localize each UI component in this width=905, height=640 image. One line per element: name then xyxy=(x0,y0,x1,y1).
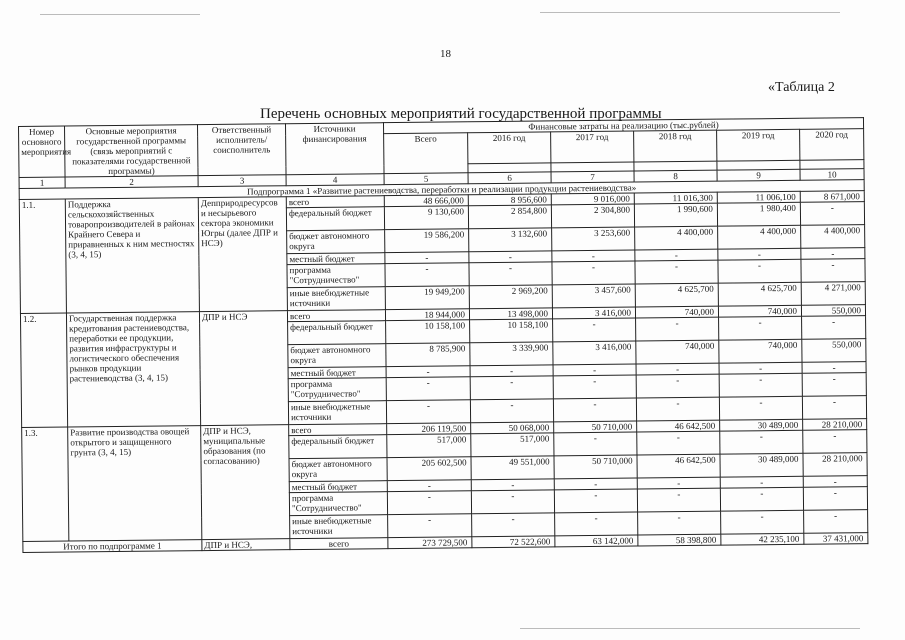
total-responsible: ДПР и НСЭ, xyxy=(202,539,290,551)
index-cell: 5 xyxy=(384,173,468,185)
amount-cell: - xyxy=(803,430,867,454)
amount-cell: 10 158,100 xyxy=(386,320,470,344)
amount-cell: - xyxy=(553,398,636,422)
amount-cell: 517,000 xyxy=(471,433,554,457)
amount-cell: 3 339,900 xyxy=(470,342,553,366)
amount-cell: - xyxy=(636,374,719,398)
amount-cell: - xyxy=(719,362,802,374)
amount-cell: - xyxy=(387,480,471,492)
amount-cell: 1 990,600 xyxy=(634,203,717,227)
amount-cell: - xyxy=(638,511,721,535)
amount-cell: 50 710,000 xyxy=(554,455,637,479)
amount-cell: - xyxy=(552,261,635,285)
amount-cell: - xyxy=(802,396,866,420)
amount-cell: 30 489,000 xyxy=(720,453,803,477)
amount-cell: - xyxy=(801,259,865,283)
amount-cell: 9 016,000 xyxy=(551,193,634,205)
measure-responsible: Депприродресурсов и несырьевого сектора экономики Югры (далее ДПР и НСЭ) xyxy=(198,197,287,312)
amount-cell: - xyxy=(636,397,719,421)
amount-cell: - xyxy=(803,487,867,511)
amount-cell: - xyxy=(719,396,802,420)
total-amount-cell: 37 431,000 xyxy=(804,533,868,545)
amount-cell: - xyxy=(553,375,636,399)
funding-source: федеральный бюджет xyxy=(286,207,384,231)
funding-source: программа "Сотрудничество" xyxy=(289,492,387,516)
amount-cell: 11 016,300 xyxy=(634,192,717,204)
amount-cell: 8 785,900 xyxy=(386,343,470,367)
amount-cell: - xyxy=(553,318,636,342)
measure-name: Поддержка сельскохозяйственных товаропроизводителей в районах Крайнего Севера и приравненных к ним местностях (3, 4, 15) xyxy=(65,198,199,313)
amount-cell: - xyxy=(719,373,802,397)
amount-cell: - xyxy=(637,431,720,455)
funding-source: федеральный бюджет xyxy=(288,321,386,345)
amount-cell: 4 625,700 xyxy=(635,283,718,307)
amount-cell: - xyxy=(387,491,471,515)
amount-cell: - xyxy=(719,316,802,340)
amount-cell: 18 944,000 xyxy=(385,309,469,321)
amount-cell: - xyxy=(802,316,866,340)
measure-name: Развитие производства овощей открытого и защищенного грунта (3, 4, 15) xyxy=(68,426,202,541)
amount-cell: - xyxy=(469,262,552,286)
amount-cell: - xyxy=(803,476,867,488)
amount-cell: 30 489,000 xyxy=(720,419,803,431)
measures-table xyxy=(18,117,868,553)
amount-cell: 8 671,000 xyxy=(800,191,864,203)
amount-cell: 4 400,000 xyxy=(718,225,801,249)
amount-cell: 11 006,100 xyxy=(717,191,800,203)
amount-cell: - xyxy=(804,510,868,534)
measures-table-sheet xyxy=(18,117,891,578)
index-cell: 9 xyxy=(717,169,800,181)
index-cell: 1 xyxy=(19,177,65,188)
index-cell: 6 xyxy=(468,172,551,184)
amount-cell: 206 119,500 xyxy=(387,423,471,435)
total-amount-cell: 273 729,500 xyxy=(388,537,472,549)
funding-source: бюджет автономного округа xyxy=(288,344,386,368)
amount-cell: - xyxy=(720,476,803,488)
measure-name: Государственная поддержка кредитования растениеводства, переработки ее продукции, развития инфраструктуры и логистического обеспечения рынков продукции растениеводства (3, 4, 15) xyxy=(66,312,200,427)
amount-cell: - xyxy=(801,248,865,260)
amount-cell: - xyxy=(718,259,801,283)
amount-cell: 1 980,400 xyxy=(717,202,800,226)
funding-source: федеральный бюджет xyxy=(289,435,387,459)
page-title: Перечень основных мероприятий государственной программы xyxy=(260,106,662,122)
amount-cell: 4 400,000 xyxy=(801,225,865,249)
amount-cell: 2 304,800 xyxy=(551,204,634,228)
amount-cell: - xyxy=(635,249,718,261)
index-cell: 3 xyxy=(198,175,286,187)
amount-cell: 46 642,500 xyxy=(637,454,720,478)
total-amount-cell: 58 398,800 xyxy=(638,534,721,546)
amount-cell: 46 642,500 xyxy=(637,420,720,432)
header-2020: 2020 год xyxy=(800,129,864,161)
header-responsible: Ответственный исполнитель/соисполнитель xyxy=(197,124,286,176)
funding-source: бюджет автономного округа xyxy=(289,458,387,482)
funding-source: иные внебюджетные источники xyxy=(290,515,388,539)
amount-cell: 3 457,600 xyxy=(552,284,635,308)
amount-cell: - xyxy=(470,376,553,400)
measure-number: 1.1. xyxy=(19,199,66,313)
amount-cell: 28 210,000 xyxy=(803,419,867,431)
subprogram-title: Подпрограмма 1 «Развитие растениеводства, переработки и реализации продукции растениеводства» xyxy=(19,180,864,200)
amount-cell: - xyxy=(802,373,866,397)
amount-cell: 4 271,000 xyxy=(801,282,865,306)
amount-cell: 19 949,200 xyxy=(385,286,469,310)
index-cell: 4 xyxy=(286,174,384,186)
funding-source: местный бюджет xyxy=(288,367,386,379)
amount-cell: 19 586,200 xyxy=(385,229,469,253)
amount-cell: 13 498,000 xyxy=(469,308,552,320)
amount-cell: - xyxy=(552,250,635,262)
header-finance: Финансовые затраты на реализацию (тыс.рублей) xyxy=(383,118,863,134)
amount-cell: 48 666,000 xyxy=(384,195,468,207)
amount-cell: - xyxy=(388,514,472,538)
funding-source: всего xyxy=(289,424,387,436)
total-amount-cell: 63 142,000 xyxy=(555,535,638,547)
amount-cell: - xyxy=(800,202,864,226)
amount-cell: - xyxy=(471,490,554,514)
funding-source: всего xyxy=(287,310,385,322)
funding-source: всего xyxy=(286,196,384,208)
header-measure: Основные мероприятия государственной программы (связь мероприятий с показателями государственной программы) xyxy=(65,125,199,177)
amount-cell: 49 551,000 xyxy=(471,456,554,480)
amount-cell: 2 969,200 xyxy=(469,285,552,309)
amount-cell: 50 710,000 xyxy=(554,421,637,433)
total-source: всего xyxy=(290,538,388,550)
amount-cell: - xyxy=(469,251,552,263)
funding-source: местный бюджет xyxy=(289,481,387,493)
header-2017: 2017 год xyxy=(551,131,634,163)
index-cell: 7 xyxy=(551,171,634,183)
measure-number: 1.3. xyxy=(22,427,69,541)
amount-cell: - xyxy=(471,479,554,491)
amount-cell: 3 416,000 xyxy=(553,341,636,365)
funding-source: местный бюджет xyxy=(287,253,385,265)
amount-cell: 550,000 xyxy=(802,339,866,363)
amount-cell: - xyxy=(635,260,718,284)
funding-source: программа "Сотрудничество" xyxy=(288,378,386,402)
amount-cell: 4 400,000 xyxy=(635,226,718,250)
funding-source: иные внебюджетные источники xyxy=(287,287,385,311)
page-number: 18 xyxy=(440,48,451,60)
amount-cell: - xyxy=(718,248,801,260)
amount-cell: 9 130,600 xyxy=(384,206,468,230)
amount-cell: 10 158,100 xyxy=(470,319,553,343)
header-2018: 2018 год xyxy=(634,130,717,162)
amount-cell: - xyxy=(720,430,803,454)
amount-cell: 3 132,600 xyxy=(469,228,552,252)
amount-cell: 8 956,600 xyxy=(468,194,551,206)
amount-cell: 205 602,500 xyxy=(387,457,471,481)
amount-cell: - xyxy=(637,477,720,489)
header-num: Номер основного мероприятия xyxy=(19,126,66,177)
index-cell: 2 xyxy=(65,176,198,188)
amount-cell: 2 854,800 xyxy=(468,205,551,229)
amount-cell: 3 416,000 xyxy=(552,307,635,319)
amount-cell: - xyxy=(470,399,553,423)
amount-cell: 517,000 xyxy=(387,434,471,458)
amount-cell: - xyxy=(636,317,719,341)
amount-cell: - xyxy=(636,363,719,375)
total-amount-cell: 72 522,600 xyxy=(472,536,555,548)
amount-cell: 3 253,600 xyxy=(552,227,635,251)
header-2019: 2019 год xyxy=(717,129,800,161)
amount-cell: - xyxy=(386,377,470,401)
amount-cell: 740,000 xyxy=(636,340,719,364)
amount-cell: 28 210,000 xyxy=(803,453,867,477)
amount-cell: 740,000 xyxy=(718,305,801,317)
amount-cell: 50 068,000 xyxy=(471,422,554,434)
amount-cell: - xyxy=(472,513,555,537)
amount-cell: 740,000 xyxy=(635,306,718,318)
amount-cell: - xyxy=(802,362,866,374)
amount-cell: - xyxy=(637,488,720,512)
index-cell: 10 xyxy=(800,169,864,181)
amount-cell: - xyxy=(720,487,803,511)
amount-cell: - xyxy=(553,364,636,376)
amount-cell: 4 625,700 xyxy=(718,282,801,306)
amount-cell: - xyxy=(721,510,804,534)
amount-cell: 740,000 xyxy=(719,339,802,363)
funding-source: бюджет автономного округа xyxy=(287,230,385,254)
amount-cell: - xyxy=(385,252,469,264)
amount-cell: - xyxy=(555,512,638,536)
amount-cell: - xyxy=(386,400,470,424)
amount-cell: - xyxy=(554,478,637,490)
amount-cell: - xyxy=(554,432,637,456)
funding-source: программа "Сотрудничество" xyxy=(287,264,385,288)
header-total: Всего xyxy=(384,133,468,174)
amount-cell: - xyxy=(386,366,470,378)
total-amount-cell: 42 235,100 xyxy=(721,533,804,545)
header-sources: Источники финансирования xyxy=(285,123,384,175)
total-label: Итого по подпрограмме 1 xyxy=(23,540,202,553)
index-cell: 8 xyxy=(634,170,717,182)
amount-cell: 550,000 xyxy=(801,305,865,317)
header-2016: 2016 год xyxy=(468,132,551,164)
amount-cell: - xyxy=(385,263,469,287)
funding-source: иные внебюджетные источники xyxy=(288,401,386,425)
measure-responsible: ДПР и НСЭ, муниципальные образования (по согласованию) xyxy=(201,425,290,540)
amount-cell: - xyxy=(470,365,553,377)
table-reference: «Таблица 2 xyxy=(768,80,835,95)
measure-responsible: ДПР и НСЭ xyxy=(199,311,288,426)
amount-cell: - xyxy=(554,489,637,513)
measure-number: 1.2. xyxy=(20,313,67,427)
